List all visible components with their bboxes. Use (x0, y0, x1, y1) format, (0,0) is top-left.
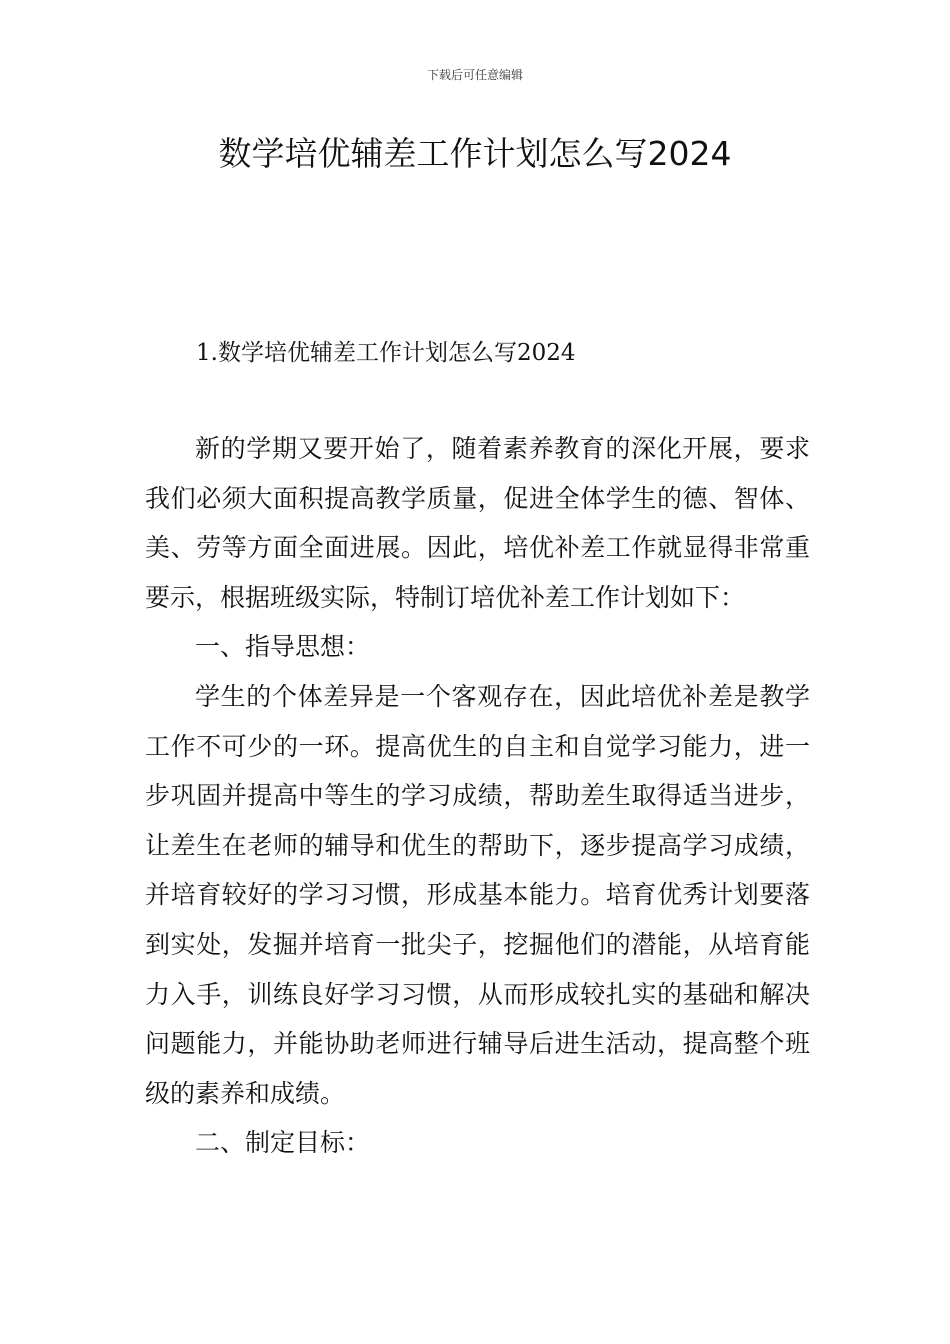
intro-paragraph: 新的学期又要开始了，随着素养教育的深化开展，要求我们必须大面积提高教学质量，促进全体学生的德、智体、美、劳等方面全面进展。因此，培优补差工作就显得非常重要示，根据班级实际，特制订培优补差工作计划如下： (145, 434, 810, 612)
guiding-ideas-paragraph: 学生的个体差异是一个客观存在，因此培优补差是教学工作不可少的一环。提高优生的自主和自觉学习能力，进一步巩固并提高中等生的学习成绩，帮助差生取得适当进步，让差生在老师的辅导和优生的帮助下，逐步提高学习成绩，并培育较好的学习习惯，形成基本能力。培育优秀计划要落到实处，发掘并培育一批尖子，挖掘他们的潜能，从培育能力入手，训练良好学习习惯，从而形成较扎实的基础和解决问题能力，并能协助老师进行辅导后进生活动，提高整个班级的素养和成绩。 (145, 681, 810, 1108)
document-body (145, 424, 810, 1168)
heading-set-goals: 二、制定目标： (195, 1128, 371, 1158)
document-title: 数学培优辅差工作计划怎么写2024 (218, 134, 732, 173)
header-note: 下载后可任意编辑 (426, 68, 523, 82)
heading-guiding-ideas: 一、指导思想： (195, 632, 371, 662)
section-heading: 1.数学培优辅差工作计划怎么写2024 (196, 340, 576, 366)
